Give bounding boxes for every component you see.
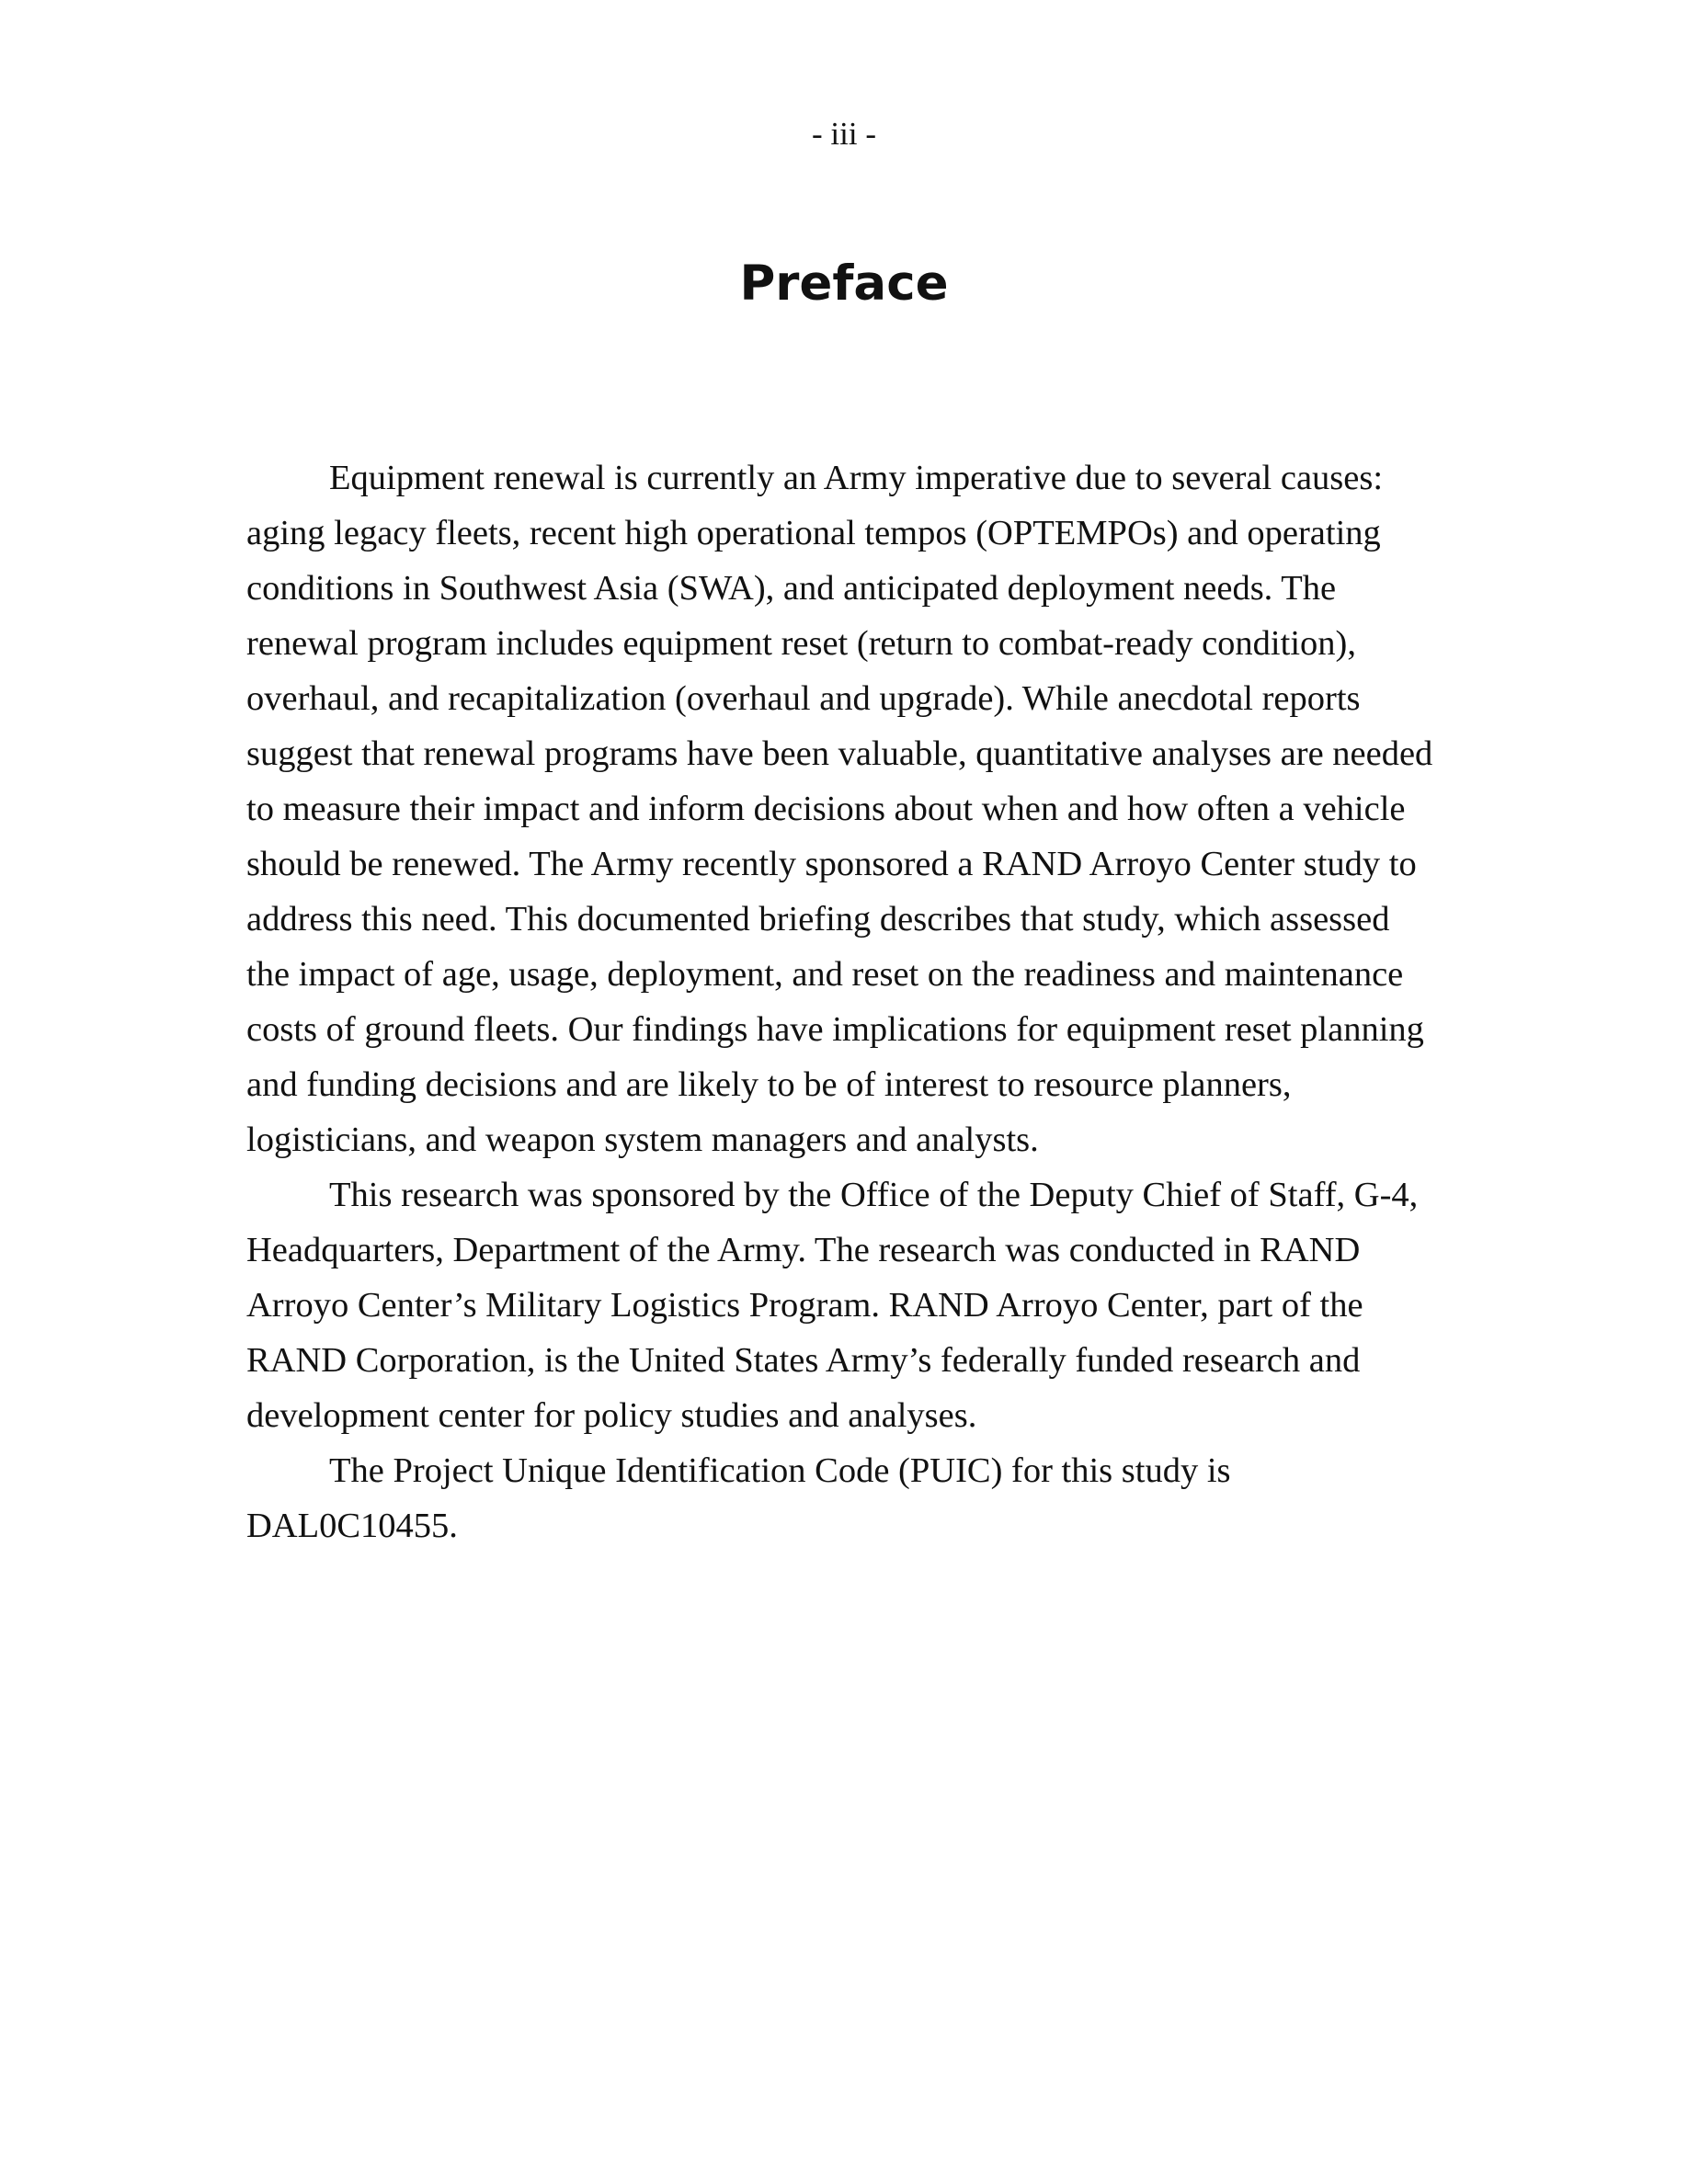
- paragraph-puic: The Project Unique Identification Code (PUIC) for this study is DAL0C10455.: [246, 1451, 1231, 1545]
- paragraph-equipment-renewal: Equipment renewal is currently an Army imperative due to several causes: aging legacy fleets, recent high operational tempos (OPTEMPOs) and operating conditions in Southwest Asia (SWA), and anticipated deployment needs. The renewal program includes equipment reset (return to combat-ready condition), overhaul, and recapitalization (overhaul and upgrade). While anecdotal reports suggest that renewal programs have been valuable, quantitative analyses are needed to measure their impact and inform decisions about when and how often a vehicle should be renewed. The Army recently sponsored a RAND Arroyo Center study to address this need. This documented briefing describes that study, which assessed the impact of age, usage, deployment, and reset on the readiness and maintenance costs of ground fleets. Our findings have implications for equipment reset planning and funding decisions and are likely to be of interest to resource planners, logisticians, and weapon system managers and analysts.: [246, 459, 1433, 1159]
- paragraph-sponsorship: This research was sponsored by the Office of the Deputy Chief of Staff, G-4, Headquarters, Department of the Army. The research was conducted in RAND Arroyo Center’s Military Logistics Program. RAND Arroyo Center, part of the RAND Corporation, is the United States Army’s federally funded research and development center for policy studies and analyses.: [246, 1176, 1419, 1435]
- preface-body: [246, 450, 1442, 1553]
- page-title: Preface: [739, 256, 949, 312]
- page-number: - iii -: [812, 116, 876, 152]
